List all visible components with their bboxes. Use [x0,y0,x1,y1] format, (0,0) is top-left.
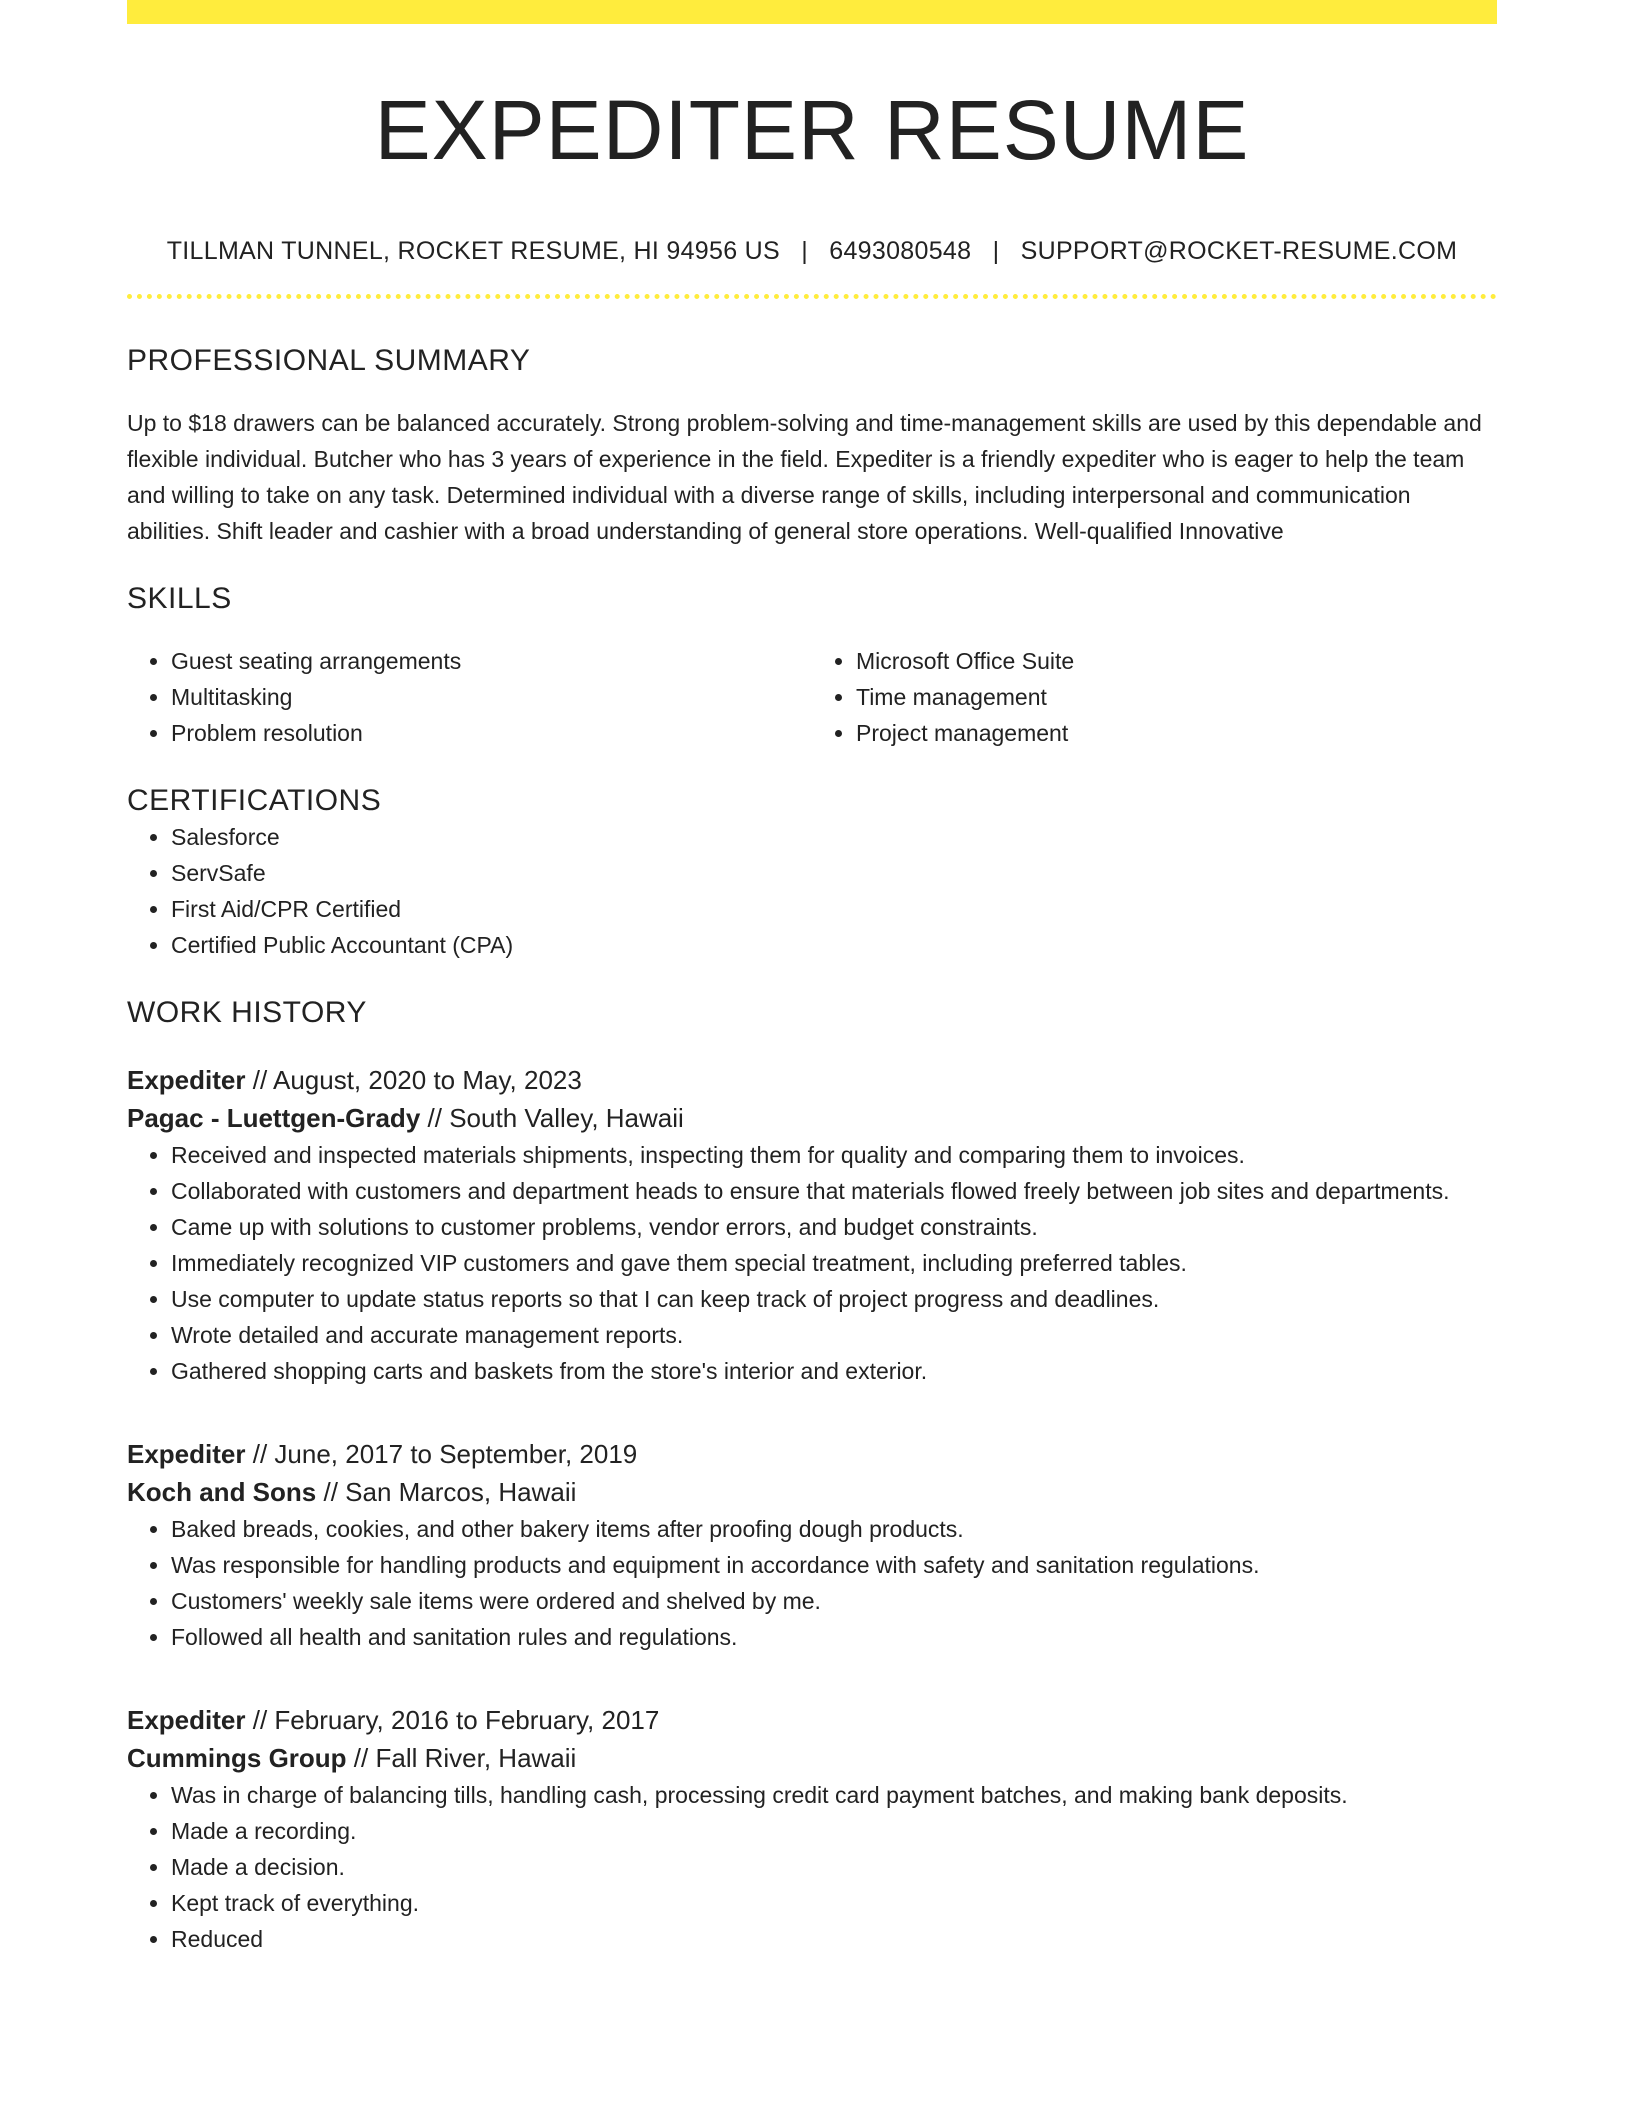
summary-heading: PROFESSIONAL SUMMARY [127,344,531,378]
skills-heading: SKILLS [127,582,232,616]
job-title-line [127,1701,1497,1739]
skills-list-left [127,643,812,751]
job-duty: • Wrote detailed and accurate management reports. [171,1317,1497,1353]
skills-list-right [812,643,1497,751]
skill-item: • Microsoft Office Suite [856,643,1497,679]
job-location: San Marcos, Hawaii [345,1477,577,1508]
job-duty: • Baked breads, cookies, and other bakery items after proofing dough products. [171,1511,1497,1547]
job-duty: • Gathered shopping carts and baskets from the store's interior and exterior. [171,1353,1497,1389]
contact-email: SUPPORT@ROCKET-RESUME.COM [1020,237,1458,266]
job-title-line [127,1061,1497,1099]
job-duty: • Was responsible for handling products and equipment in accordance with safety and sanitation regulations. [171,1547,1497,1583]
contact-phone: 6493080548 [829,237,972,266]
job-title: Expediter [127,1705,246,1736]
job-duty: • Customers' weekly sale items were ordered and shelved by me. [171,1583,1497,1619]
resume-title: EXPEDITER RESUME [374,83,1250,177]
job-duty: • Collaborated with customers and department heads to ensure that materials flowed freely between job sites and departments. [171,1173,1497,1209]
certification-item: • First Aid/CPR Certified [171,891,1497,927]
job-location: Fall River, Hawaii [375,1743,577,1774]
job-company: Pagac - Luettgen-Grady [127,1103,421,1134]
job-dates: June, 2017 to September, 2019 [274,1439,638,1470]
skill-item: • Time management [856,679,1497,715]
job-location: South Valley, Hawaii [449,1103,684,1134]
contact-separator: | [801,237,809,266]
job-title-line [127,1435,1497,1473]
job-duty: • Followed all health and sanitation rules and regulations. [171,1619,1497,1655]
skills-columns [127,643,1497,751]
job-duty: • Use computer to update status reports so that I can keep track of project progress and deadlines. [171,1281,1497,1317]
accent-top-bar [127,0,1497,24]
job-duties-list [127,1137,1497,1389]
job-duty: • Kept track of everything. [171,1885,1497,1921]
job-company-line [127,1473,1497,1511]
job-company: Cummings Group [127,1743,347,1774]
job-dates: August, 2020 to May, 2023 [272,1065,582,1096]
certification-item: • ServSafe [171,855,1497,891]
dotted-divider [127,294,1497,299]
contact-separator: | [992,237,1000,266]
job-separator: // [252,1705,268,1736]
skill-item: • Multitasking [171,679,812,715]
job-title: Expediter [127,1065,246,1096]
job-duties-list [127,1511,1497,1655]
job-duty: • Made a recording. [171,1813,1497,1849]
job-duties-list [127,1777,1497,1957]
job-duty: • Made a decision. [171,1849,1497,1885]
job-title: Expediter [127,1439,246,1470]
contact-line [127,236,1497,266]
job-separator: // [353,1743,369,1774]
job-separator: // [252,1065,268,1096]
job-company-line [127,1739,1497,1777]
job-duty: • Was in charge of balancing tills, handling cash, processing credit card payment batches, and making bank deposits. [171,1777,1497,1813]
job-company: Koch and Sons [127,1477,317,1508]
certifications-list [127,819,1497,963]
job-separator: // [427,1103,442,1134]
certifications-heading: CERTIFICATIONS [127,784,382,818]
job-duty: • Received and inspected materials shipments, inspecting them for quality and comparing them to invoices. [171,1137,1497,1173]
job-entry [127,1701,1497,1957]
skill-item: • Guest seating arrangements [171,643,812,679]
job-separator: // [252,1439,268,1470]
certification-item: • Salesforce [171,819,1497,855]
skill-item: • Project management [856,715,1497,751]
skill-item: • Problem resolution [171,715,812,751]
certification-item: • Certified Public Accountant (CPA) [171,927,1497,963]
job-company-line [127,1099,1497,1137]
resume-page [127,0,1497,1957]
summary-text: Up to $18 drawers can be balanced accurately. Strong problem-solving and time-management skills are used by this dependable and flexible individual. Butcher who has 3 years of experience in the field. Expediter is a friendly expediter who is eager to help the team and willing to take on any task. Determined individual with a diverse range of skills, including interpersonal and communication abilities. Shift leader and cashier with a broad understanding of general store operations. Well-qualified Innovative [127,410,1482,545]
job-duty: • Reduced [171,1921,1497,1957]
job-separator: // [323,1477,338,1508]
work-history-heading: WORK HISTORY [127,996,367,1030]
contact-address: TILLMAN TUNNEL, ROCKET RESUME, HI 94956 US [166,237,780,266]
job-entry [127,1061,1497,1389]
job-entry [127,1435,1497,1655]
job-duty: • Immediately recognized VIP customers and gave them special treatment, including preferred tables. [171,1245,1497,1281]
job-duty: • Came up with solutions to customer problems, vendor errors, and budget constraints. [171,1209,1497,1245]
job-dates: February, 2016 to February, 2017 [274,1705,660,1736]
